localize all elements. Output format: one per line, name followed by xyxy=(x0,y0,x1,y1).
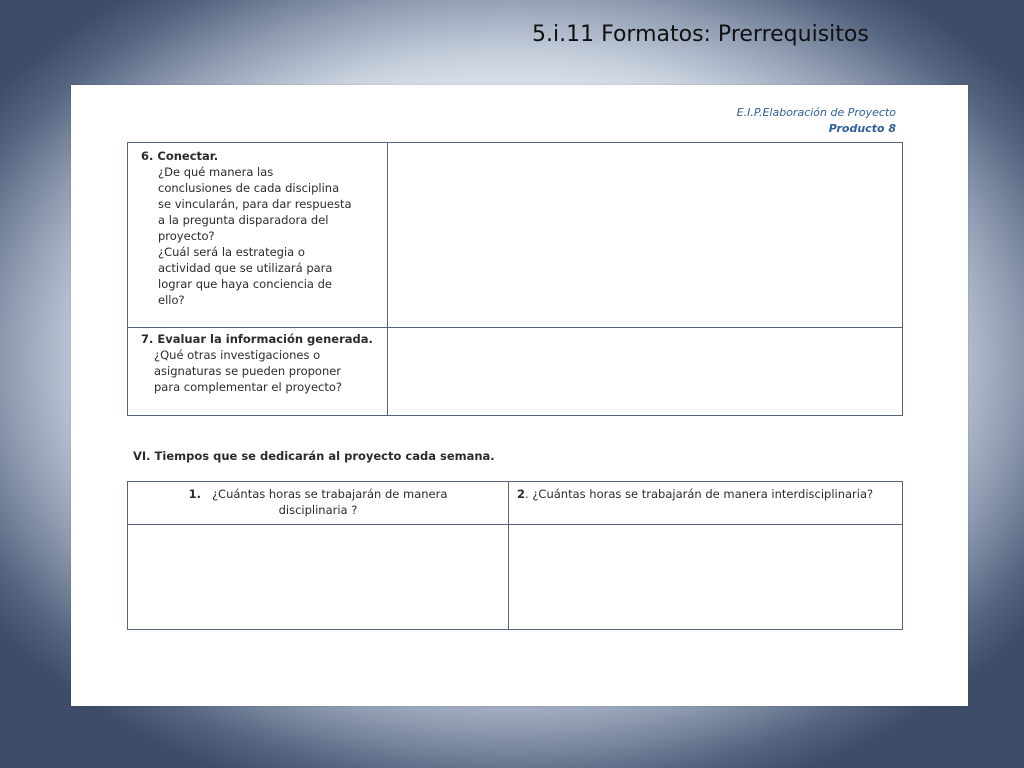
q1-number: 1. xyxy=(188,487,201,501)
evaluar-heading: 7. Evaluar la información generada. xyxy=(141,332,373,346)
cell-conectar-question xyxy=(141,148,381,308)
conectar-line: conclusiones de cada disciplina xyxy=(158,181,340,195)
document-page xyxy=(71,85,968,706)
table-divider-horizontal xyxy=(128,524,902,525)
document-header xyxy=(737,105,896,137)
conectar-line: actividad que se utilizará para xyxy=(158,261,333,275)
q1-line1: ¿Cuántas horas se trabajarán de manera xyxy=(211,487,448,501)
q2-number: 2 xyxy=(517,487,526,501)
evaluar-line: ¿Qué otras investigaciones o xyxy=(154,348,321,362)
conectar-line: ello? xyxy=(158,293,185,307)
question-horas-interdisciplinarias xyxy=(517,486,902,502)
table-divider-vertical xyxy=(508,482,509,629)
conectar-line: proyecto? xyxy=(158,229,215,243)
table-tiempos xyxy=(127,481,903,630)
question-horas-disciplinarias xyxy=(138,486,498,518)
conectar-line: se vincularán, para dar respuesta xyxy=(158,197,352,211)
conectar-line: ¿De qué manera las xyxy=(158,165,274,179)
header-project-name: E.I.P.Elaboración de Proyecto xyxy=(736,106,896,119)
table-divider-vertical xyxy=(387,143,388,415)
conectar-heading: 6. Conectar. xyxy=(141,149,219,163)
header-product-label: Producto 8 xyxy=(828,122,896,135)
table-divider-horizontal xyxy=(128,327,902,328)
conectar-line: ¿Cuál será la estrategia o xyxy=(158,245,305,259)
slide-title: 5.i.11 Formatos: Prerrequisitos xyxy=(532,22,869,47)
evaluar-line: asignaturas se pueden proponer xyxy=(154,364,342,378)
cell-evaluar-question xyxy=(141,331,381,395)
evaluar-line: para complementar el proyecto? xyxy=(154,380,343,394)
conectar-line: a la pregunta disparadora del xyxy=(158,213,329,227)
conectar-line: lograr que haya conciencia de xyxy=(158,277,332,291)
q2-text: . ¿Cuántas horas se trabajarán de manera interdisciplinaria? xyxy=(525,487,874,501)
section-vi-heading: VI. Tiempos que se dedicarán al proyecto cada semana. xyxy=(133,449,495,463)
q1-line2: disciplinaria ? xyxy=(278,503,358,517)
table-conectar-evaluar xyxy=(127,142,903,416)
